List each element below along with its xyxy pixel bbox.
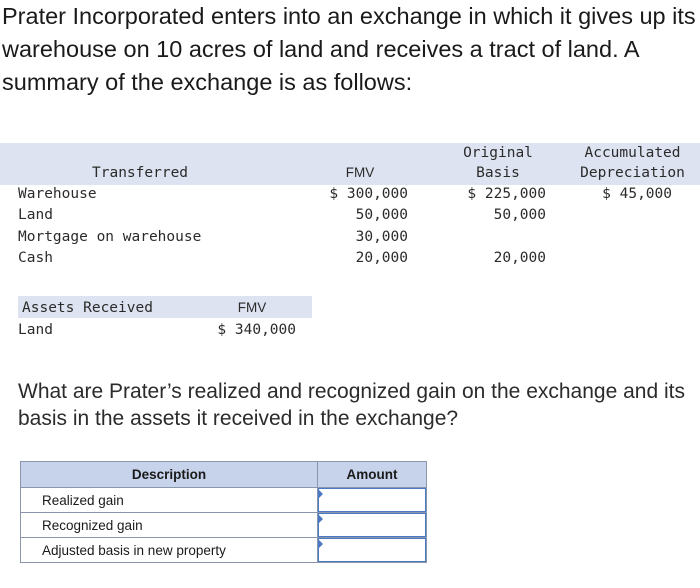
answer-table <box>20 461 427 563</box>
original-basis-header-line1: Original <box>463 145 533 161</box>
row-basis: 20,000 <box>493 250 546 266</box>
assets-received-table <box>0 296 330 346</box>
adjusted-basis-label: Adjusted basis in new property <box>21 538 318 563</box>
row-fmv: 30,000 <box>355 229 408 245</box>
description-header: Description <box>21 462 318 488</box>
row-fmv: $ 300,000 <box>329 186 408 202</box>
intro-paragraph: Prater Incorporated enters into an exchange in which it gives up its warehouse on 10 acres of land and receives a tract of land. A summary of the exchange is as follows: <box>2 3 696 95</box>
table-row <box>21 513 427 538</box>
transferred-header: Transferred <box>92 165 189 181</box>
row-item: Mortgage on warehouse <box>18 229 202 245</box>
row-fmv: 50,000 <box>355 207 408 223</box>
row-basis: 50,000 <box>493 207 546 223</box>
adjusted-basis-input[interactable] <box>318 538 427 563</box>
row-item: Land <box>18 207 53 223</box>
accum-dep-header-line2: Depreciation <box>580 165 685 181</box>
recognized-gain-input[interactable] <box>318 513 427 538</box>
row-basis: $ 225,000 <box>467 186 546 202</box>
fmv-header: FMV <box>345 165 375 180</box>
input-border <box>318 488 426 512</box>
input-border <box>318 513 426 537</box>
recognized-gain-label: Recognized gain <box>21 513 318 538</box>
transferred-table <box>0 143 700 268</box>
received-fmv-header: FMV <box>237 300 267 315</box>
input-marker-icon <box>319 490 323 498</box>
realized-gain-label: Realized gain <box>21 488 318 513</box>
row-depreciation: $ 45,000 <box>602 186 672 202</box>
row-fmv: 20,000 <box>355 250 408 266</box>
table-row <box>21 538 427 563</box>
amount-header: Amount <box>318 462 427 488</box>
original-basis-header-line2: Basis <box>476 165 520 181</box>
input-marker-icon <box>319 515 323 523</box>
received-header: Assets Received <box>22 300 153 316</box>
input-marker-icon <box>319 540 323 548</box>
input-border <box>318 538 426 562</box>
table-row <box>21 488 427 513</box>
row-item: Warehouse <box>18 186 97 202</box>
row-item: Cash <box>18 250 53 266</box>
received-row-fmv: $ 340,000 <box>217 322 296 338</box>
question-text: What are Prater’s realized and recognized gain on the exchange and its basis in the assets it received in the exchange? <box>18 380 685 430</box>
accum-dep-header-line1: Accumulated <box>584 145 681 161</box>
received-row-item: Land <box>18 322 53 338</box>
realized-gain-input[interactable] <box>318 488 427 513</box>
